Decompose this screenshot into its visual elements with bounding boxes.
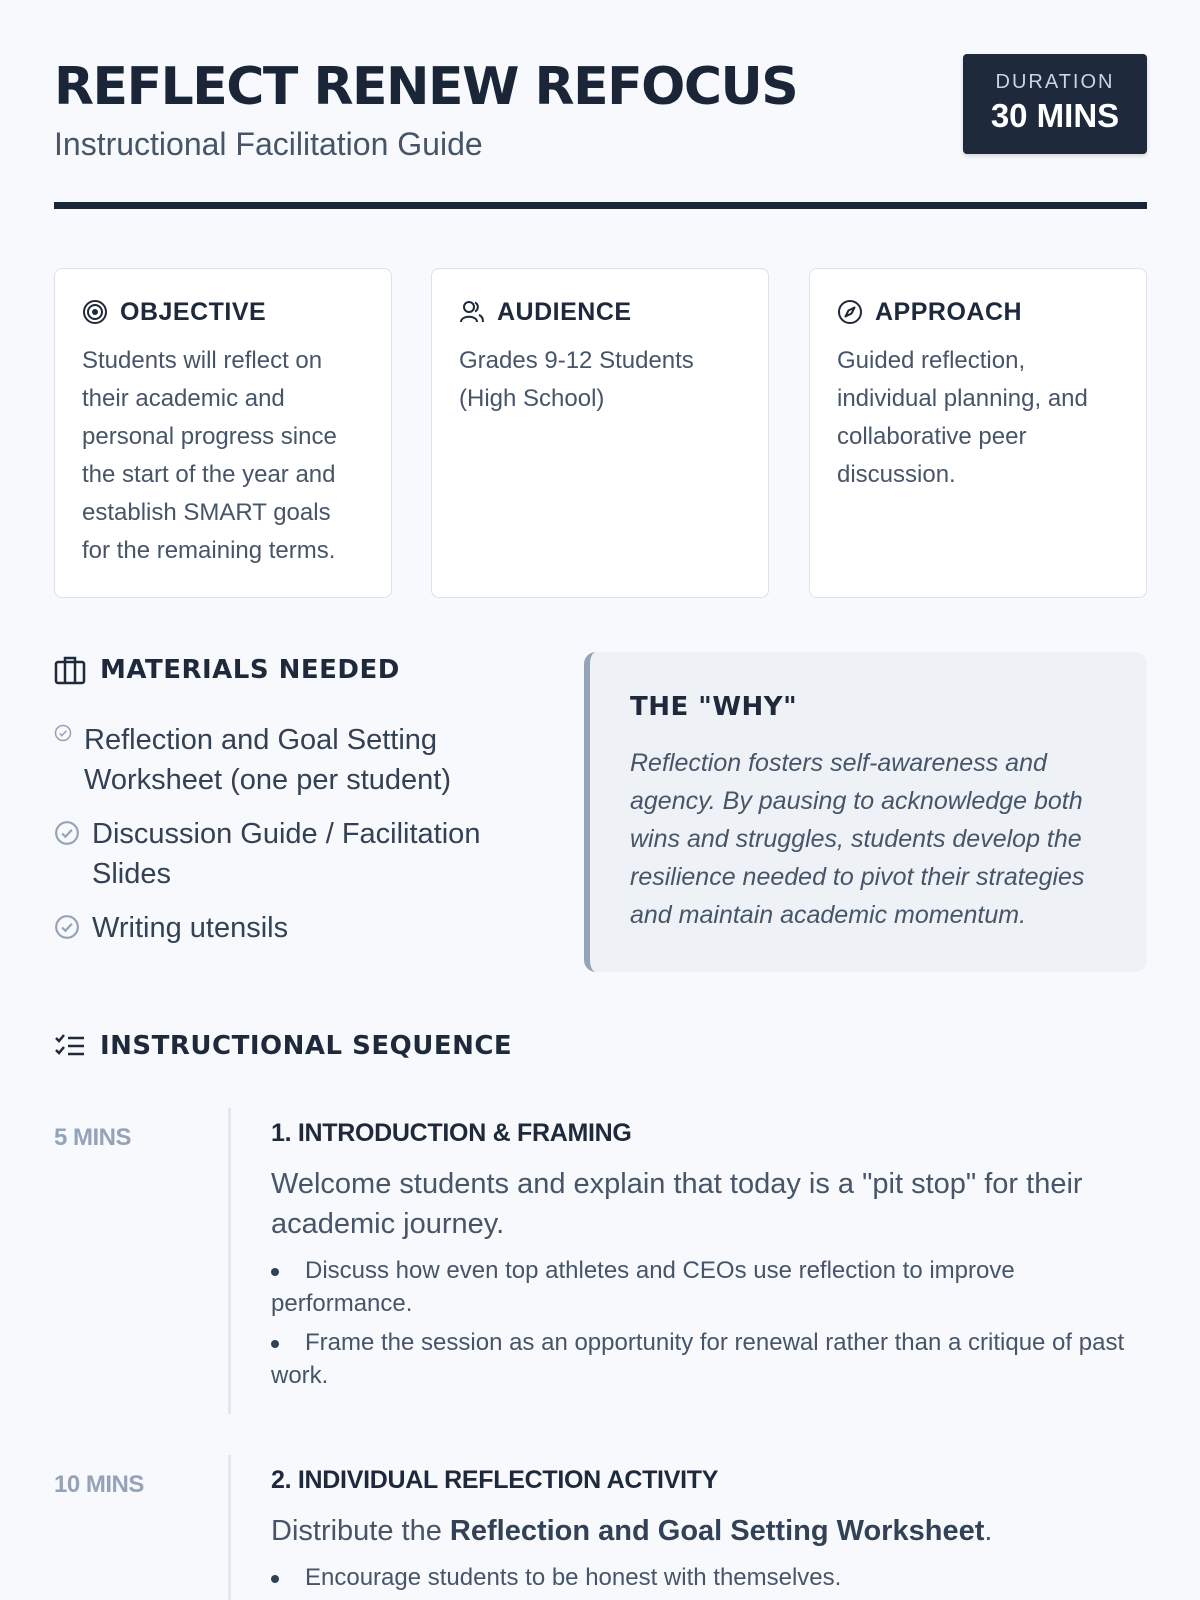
card-title: AUDIENCE bbox=[497, 297, 632, 326]
step-lead-prefix: Distribute the bbox=[271, 1515, 450, 1547]
list-item bbox=[54, 814, 534, 894]
step-lead-suffix: . bbox=[984, 1515, 993, 1547]
step-duration: 5 MINS bbox=[54, 1124, 132, 1151]
card-title: APPROACH bbox=[875, 297, 1023, 326]
why-text: Reflection fosters self-awareness and agency. By pausing to acknowledge both wins and struggles, students develop the resilience needed to pivot their strategies and maintain academic momentum. bbox=[630, 749, 1085, 929]
sequence-heading bbox=[54, 1028, 512, 1064]
material-label: Reflection and Goal Setting Worksheet (one per student) bbox=[84, 724, 451, 796]
materials-list bbox=[54, 720, 534, 962]
facilitation-guide-page bbox=[54, 0, 1147, 1600]
sequence-step bbox=[54, 1108, 1147, 1414]
users-icon bbox=[459, 299, 485, 325]
step-lead bbox=[271, 1511, 1147, 1551]
card-title: OBJECTIVE bbox=[120, 297, 267, 326]
why-title: THE "WHY" bbox=[630, 692, 798, 722]
material-label: Discussion Guide / Facilitation Slides bbox=[92, 818, 481, 890]
header-divider bbox=[54, 202, 1147, 209]
why-callout bbox=[584, 652, 1147, 972]
page-subtitle: Instructional Facilitation Guide bbox=[54, 126, 483, 162]
page-title: REFLECT RENEW REFOCUS bbox=[54, 57, 798, 117]
header bbox=[54, 52, 1147, 212]
target-icon bbox=[82, 299, 108, 325]
step-duration: 10 MINS bbox=[54, 1471, 144, 1498]
overview-cards bbox=[54, 268, 1147, 598]
sequence-title: INSTRUCTIONAL SEQUENCE bbox=[100, 1031, 513, 1061]
step-bullets bbox=[271, 1561, 1147, 1594]
list-item: Encourage students to be honest with themselves. bbox=[271, 1561, 1147, 1594]
material-label: Writing utensils bbox=[92, 912, 289, 944]
check-circle-icon bbox=[54, 724, 72, 742]
sequence-step bbox=[54, 1455, 1147, 1600]
card-body: Students will reflect on their academic and personal progress since the start of the year and establish SMART goals for the remaining terms. bbox=[82, 347, 337, 564]
duration-label: DURATION bbox=[995, 71, 1115, 93]
audience-card bbox=[431, 268, 769, 598]
check-circle-icon bbox=[54, 820, 80, 846]
card-body: Guided reflection, individual planning, and collaborative peer discussion. bbox=[837, 347, 1088, 488]
duration-value: 30 MINS bbox=[990, 97, 1120, 134]
step-lead: Welcome students and explain that today is a "pit stop" for their academic journey. bbox=[271, 1168, 1083, 1240]
card-body: Grades 9-12 Students (High School) bbox=[459, 347, 694, 412]
duration-badge bbox=[963, 54, 1147, 154]
objective-card bbox=[54, 268, 392, 598]
worksheet-name: Reflection and Goal Setting Worksheet bbox=[449, 1515, 985, 1547]
list-item bbox=[54, 908, 534, 948]
checklist-icon bbox=[54, 1030, 86, 1062]
approach-card bbox=[809, 268, 1147, 598]
list-item: Discuss how even top athletes and CEOs use reflection to improve performance. bbox=[271, 1254, 1147, 1320]
step-content bbox=[271, 1108, 1147, 1398]
briefcase-icon bbox=[54, 654, 86, 686]
step-content bbox=[271, 1455, 1147, 1600]
step-timeline bbox=[228, 1455, 231, 1600]
step-timeline bbox=[228, 1108, 231, 1414]
list-item: Frame the session as an opportunity for renewal rather than a critique of past work. bbox=[271, 1326, 1147, 1392]
check-circle-icon bbox=[54, 914, 80, 940]
materials-heading bbox=[54, 652, 400, 688]
step-title: 2. INDIVIDUAL REFLECTION ACTIVITY bbox=[271, 1466, 719, 1494]
materials-title: MATERIALS NEEDED bbox=[100, 655, 400, 685]
step-bullets bbox=[271, 1254, 1147, 1392]
step-title: 1. INTRODUCTION & FRAMING bbox=[271, 1119, 632, 1147]
compass-icon bbox=[837, 299, 863, 325]
list-item bbox=[54, 720, 534, 800]
